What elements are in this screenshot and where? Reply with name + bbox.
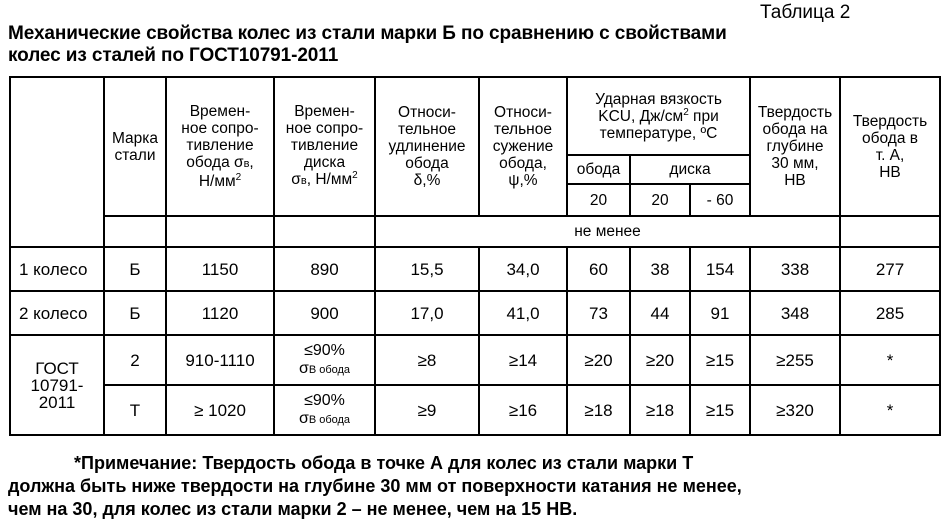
cell-kcu-disc-60: 154 — [690, 247, 750, 291]
header-hardness-depth: Твердость обода на глубине 30 мм, НВ — [750, 77, 840, 216]
mechanical-properties-table — [9, 76, 941, 436]
cell-reduction: 34,0 — [479, 247, 567, 291]
table-row — [10, 291, 940, 335]
cell-tensile-disc: 890 — [274, 247, 375, 291]
cell-kcu-rim: ≥20 — [567, 335, 630, 385]
row-label: 2 колесо — [10, 291, 104, 335]
cell-tensile-disc: ≤90% σВ обода — [274, 385, 375, 435]
cell-hb-point-a: 277 — [840, 247, 940, 291]
cell-grade: Б — [104, 247, 166, 291]
header-temp-disc-20: 20 — [630, 184, 690, 216]
header-grade-empty — [104, 216, 166, 247]
cell-kcu-rim: 60 — [567, 247, 630, 291]
header-impact-toughness: Ударная вязкость KCU, $Дж/см^2$ при температуре, ºС — [567, 77, 750, 155]
header-temp-rim: 20 — [567, 184, 630, 216]
header-temp-disc-60: - 60 — [690, 184, 750, 216]
cell-kcu-disc-20: 44 — [630, 291, 690, 335]
header-steel-grade: Марка стали — [104, 77, 166, 216]
cell-kcu-disc-20: ≥18 — [630, 385, 690, 435]
cell-reduction: ≥14 — [479, 335, 567, 385]
footnote — [8, 452, 938, 521]
cell-kcu-disc-60: ≥15 — [690, 335, 750, 385]
cell-hb-depth: ≥320 — [750, 385, 840, 435]
cell-kcu-disc-60: ≥15 — [690, 385, 750, 435]
table-row — [10, 335, 940, 385]
header-elongation: Относи- тельное удлинение обода δ,% — [375, 77, 479, 216]
cell-grade: Т — [104, 385, 166, 435]
header-hardness-point-empty — [840, 216, 940, 247]
cell-hb-point-a: * — [840, 335, 940, 385]
header-reduction: Относи- тельное сужение обода, ψ,% — [479, 77, 567, 216]
cell-hb-depth: ≥255 — [750, 335, 840, 385]
table-row — [10, 385, 940, 435]
header-hardness-point-a: Твердость обода в т. А, НВ — [840, 77, 940, 216]
cell-elongation: ≥9 — [375, 385, 479, 435]
title-line-2: колес из сталей по ГОСТ10791-2011 — [8, 45, 339, 66]
cell-kcu-disc-60: 91 — [690, 291, 750, 335]
title-line-1: Механические свойства колес из стали марки Б по сравнению с свойствами — [8, 23, 727, 44]
table-title — [8, 23, 727, 67]
cell-reduction: 41,0 — [479, 291, 567, 335]
cell-hb-depth: 348 — [750, 291, 840, 335]
header-tensile-rim: Времен- ное сопро- тивление обода σв, $Н/мм^2$ — [166, 77, 274, 216]
cell-kcu-disc-20: ≥20 — [630, 335, 690, 385]
cell-elongation: ≥8 — [375, 335, 479, 385]
header-tensile-rim-empty — [166, 216, 274, 247]
header-blank — [10, 77, 104, 247]
footnote-line-2: должна быть ниже твердости на глубине 30 мм от поверхности катания не менее, — [8, 476, 742, 496]
header-impact-disc: диска — [630, 155, 750, 184]
cell-tensile-disc: 900 — [274, 291, 375, 335]
row-label: 1 колесо — [10, 247, 104, 291]
header-tensile-disc-empty — [274, 216, 375, 247]
cell-tensile-rim: 1120 — [166, 291, 274, 335]
footnote-lead: *Примечание: — [74, 453, 198, 473]
gost-label: ГОСТ 10791- 2011 — [10, 335, 104, 435]
cell-tensile-rim: 910-1110 — [166, 335, 274, 385]
header-not-less: не менее — [375, 216, 840, 247]
cell-tensile-disc: ≤90% σВ обода — [274, 335, 375, 385]
cell-hb-depth: 338 — [750, 247, 840, 291]
cell-tensile-rim: 1150 — [166, 247, 274, 291]
cell-tensile-rim: ≥ 1020 — [166, 385, 274, 435]
cell-grade: Б — [104, 291, 166, 335]
header-impact-rim: обода — [567, 155, 630, 184]
cell-elongation: 17,0 — [375, 291, 479, 335]
footnote-line-3: чем на 30, для колес из стали марки 2 – не менее, чем на 15 НВ. — [8, 499, 578, 519]
header-tensile-disc: Времен- ное сопро- тивление диска σв, $Н/мм^2$ — [274, 77, 375, 216]
table-row — [10, 247, 940, 291]
cell-kcu-disc-20: 38 — [630, 247, 690, 291]
cell-kcu-rim: 73 — [567, 291, 630, 335]
cell-hb-point-a: * — [840, 385, 940, 435]
table-number: Таблица 2 — [760, 2, 851, 23]
footnote-line-1: *Примечание: Твердость обода в точке А для колес из стали марки Т — [74, 453, 694, 473]
cell-reduction: ≥16 — [479, 385, 567, 435]
cell-elongation: 15,5 — [375, 247, 479, 291]
cell-hb-point-a: 285 — [840, 291, 940, 335]
cell-kcu-rim: ≥18 — [567, 385, 630, 435]
cell-grade: 2 — [104, 335, 166, 385]
